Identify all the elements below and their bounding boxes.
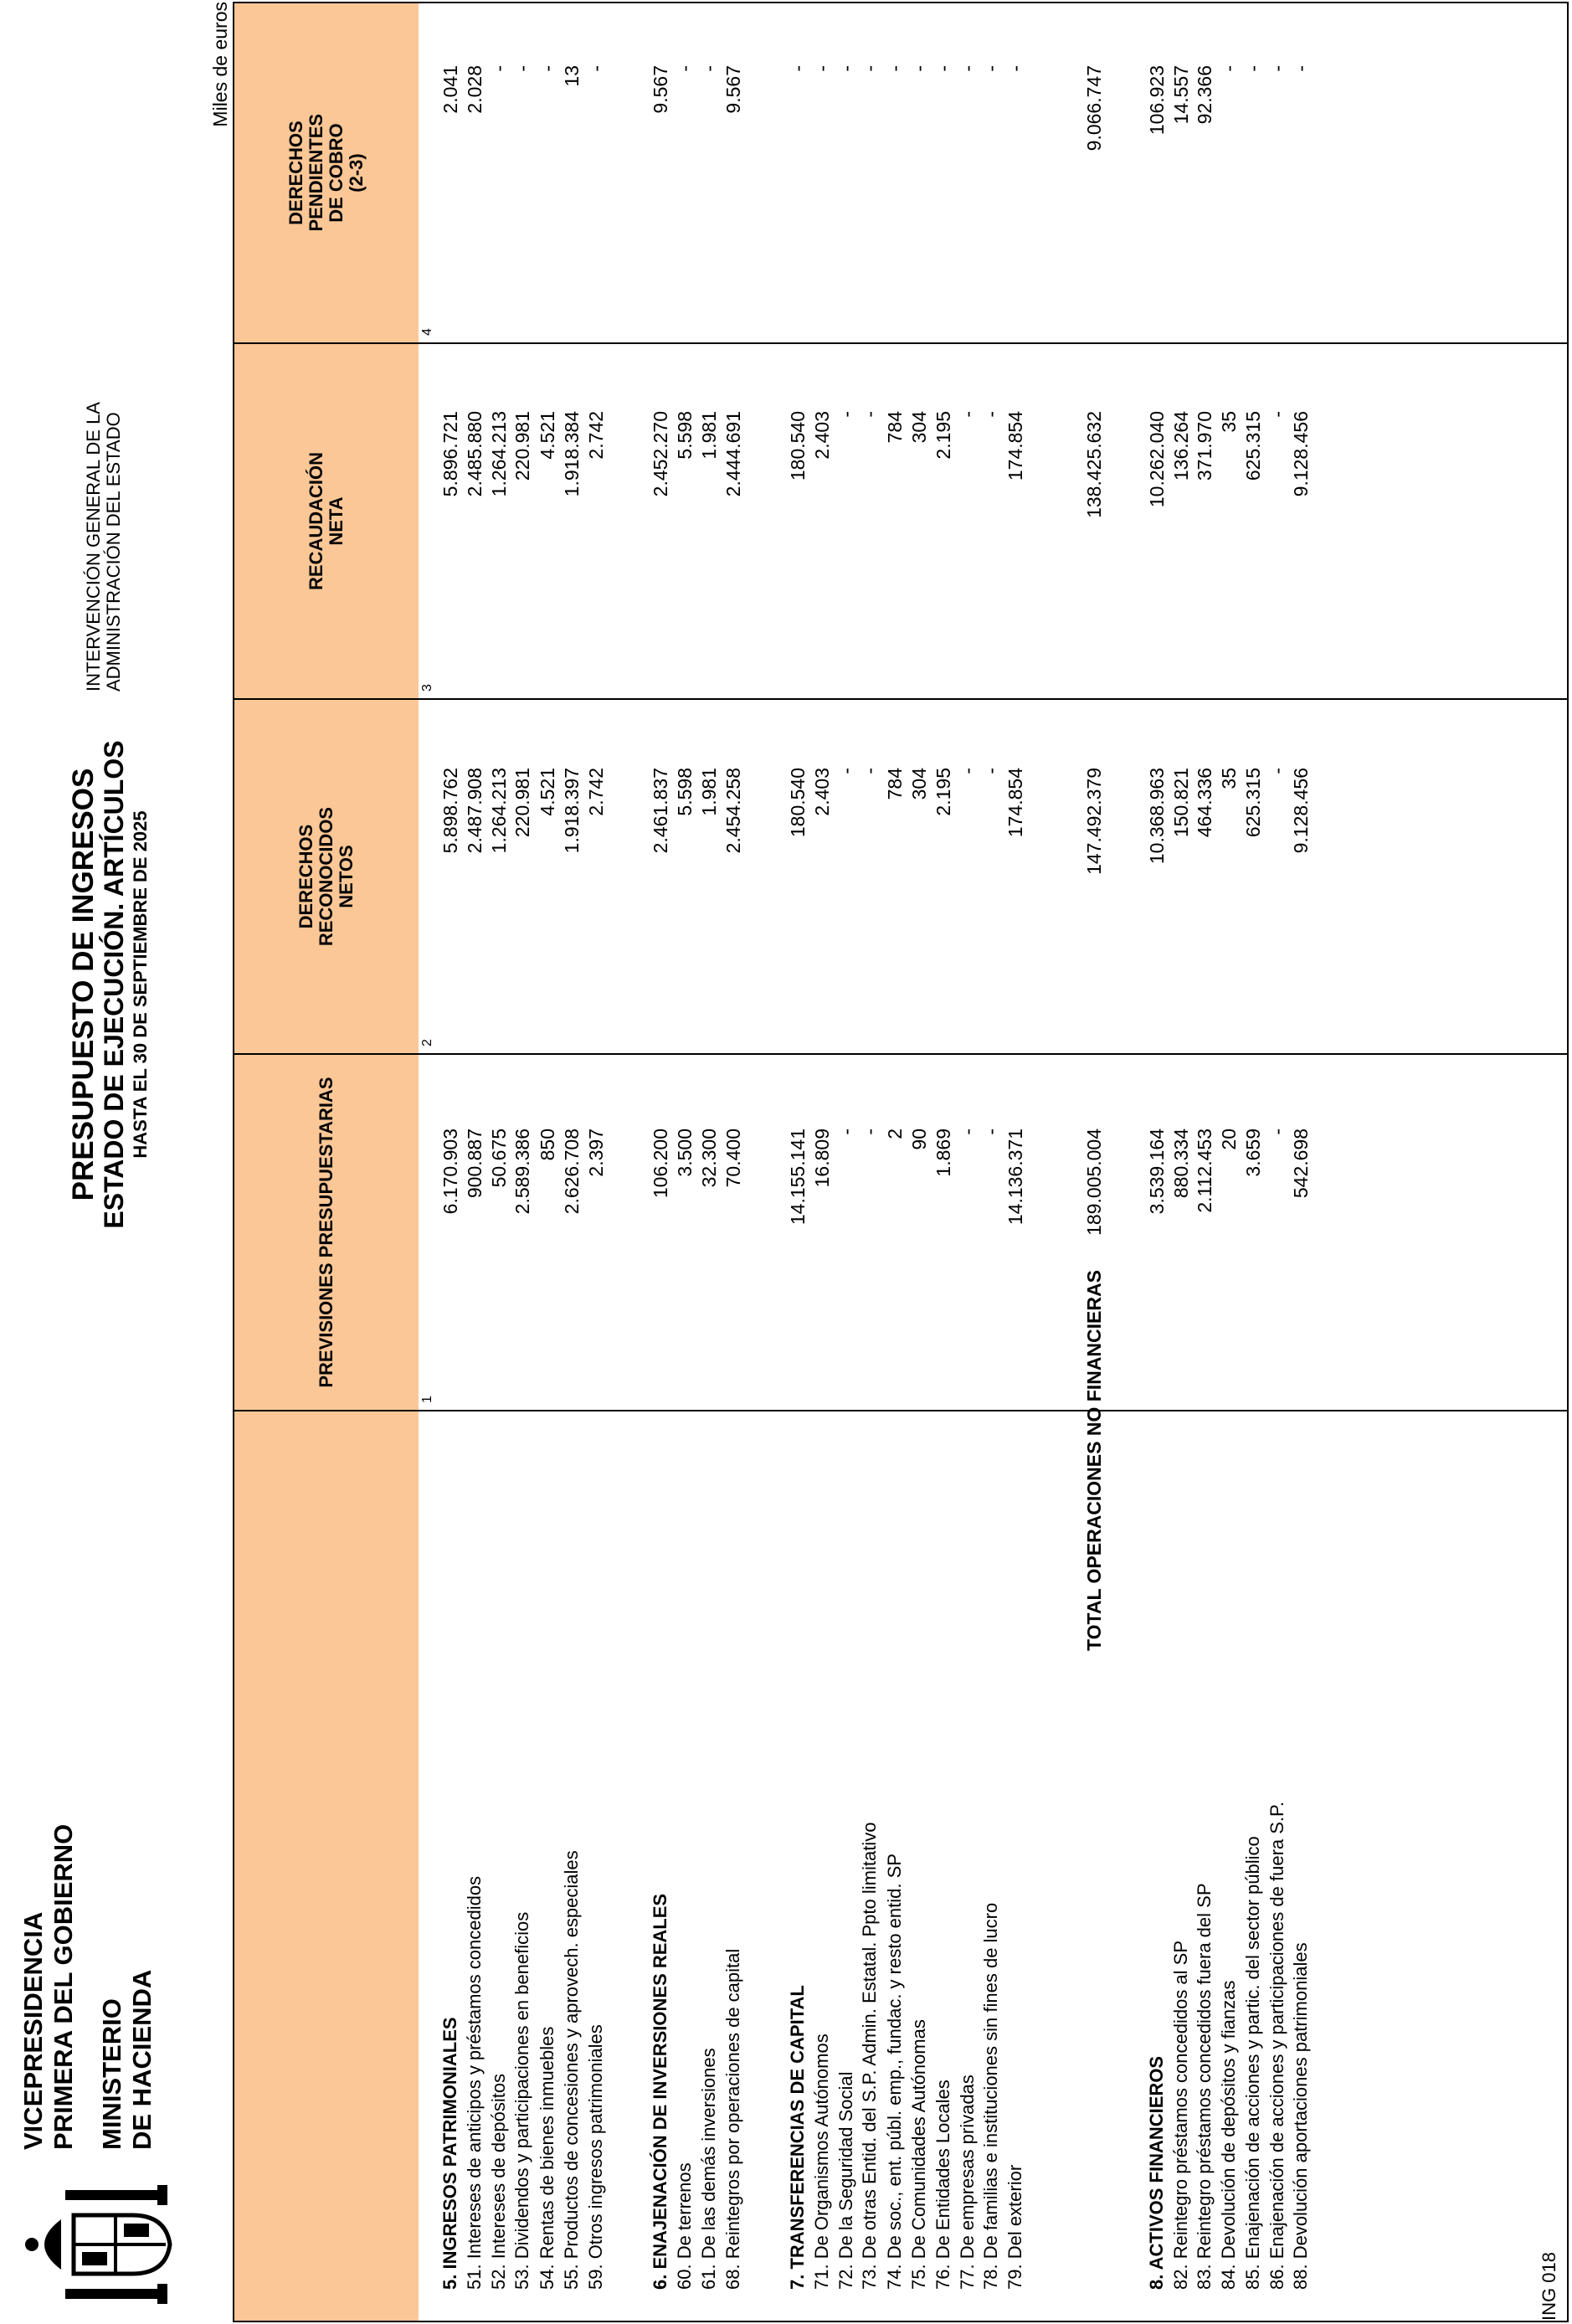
value-cell: - bbox=[810, 65, 833, 72]
value-cell: 220.981 bbox=[511, 411, 534, 481]
value-cell: 2.041 bbox=[439, 65, 461, 114]
row-label: 72. De la Seguridad Social bbox=[835, 2071, 856, 2290]
value-cell: - bbox=[859, 768, 881, 774]
value-cell: 189.005.004 bbox=[1082, 1129, 1105, 1236]
row-label: 85. Enajenación de acciones y partic. del sector público bbox=[1241, 1836, 1263, 2290]
title-2: ESTADO DE EJECUCIÓN. ARTÍCULOS bbox=[99, 740, 129, 1229]
title-1: PRESUPUESTO DE INGRESOS bbox=[67, 768, 100, 1201]
row-label: 75. De Comunidades Autónomas bbox=[908, 2019, 929, 2290]
value-cell: - bbox=[835, 768, 857, 774]
row-label: 52. Intereses de depósitos bbox=[487, 2073, 509, 2290]
value-cell: 2 bbox=[884, 1129, 907, 1139]
value-cell: 50.675 bbox=[487, 1129, 510, 1188]
value-cell: 371.970 bbox=[1194, 411, 1216, 481]
value-cell: 2.742 bbox=[584, 768, 607, 816]
column-header-derechos-reconocidos: DERECHOS RECONOCIDOS NETOS bbox=[234, 698, 419, 1053]
column-header-previsiones: PREVISIONES PRESUPUESTARIAS bbox=[234, 1053, 419, 1410]
value-cell: 1.264.213 bbox=[487, 768, 510, 854]
value-cell: 1.918.397 bbox=[561, 768, 583, 854]
section-row-label: 8. ACTIVOS FINANCIEROS bbox=[1145, 2055, 1167, 2290]
value-cell: 2.487.908 bbox=[463, 768, 485, 854]
row-label: 73. De otras Entid. del S.P. Admin. Estatal. Ppto limitativo bbox=[859, 1822, 881, 2290]
value-cell: 5.898.762 bbox=[439, 768, 461, 854]
value-cell: 9.567 bbox=[722, 65, 744, 114]
value-cell: 5.598 bbox=[674, 768, 696, 816]
value-cell: 9.066.747 bbox=[1082, 65, 1105, 152]
value-cell: 784 bbox=[884, 768, 907, 800]
value-cell: 900.887 bbox=[463, 1129, 485, 1199]
value-cell: - bbox=[980, 768, 1003, 774]
column-number-4: 4 bbox=[420, 328, 434, 336]
value-cell: - bbox=[487, 65, 510, 72]
row-label: 53. Dividendos y participaciones en beneficios bbox=[511, 1911, 533, 2290]
value-cell: 14.557 bbox=[1169, 65, 1192, 125]
value-cell: - bbox=[537, 65, 559, 72]
value-cell: 14.155.141 bbox=[787, 1129, 809, 1226]
value-cell: - bbox=[697, 65, 720, 72]
value-cell: - bbox=[884, 65, 907, 72]
value-cell: 4.521 bbox=[537, 411, 559, 460]
value-cell: 9.128.456 bbox=[1290, 411, 1313, 497]
value-cell: 542.698 bbox=[1290, 1129, 1313, 1199]
value-cell: - bbox=[980, 1129, 1003, 1135]
value-cell: 2.403 bbox=[810, 411, 833, 460]
value-cell: 138.425.632 bbox=[1082, 411, 1105, 518]
value-cell: - bbox=[1266, 65, 1288, 72]
value-cell: - bbox=[908, 65, 930, 72]
value-cell: 2.028 bbox=[463, 65, 485, 114]
column-divider bbox=[419, 1053, 1567, 1055]
subtitle: HASTA EL 30 DE SEPTIEMBRE DE 2025 bbox=[130, 810, 151, 1159]
value-cell: 2.195 bbox=[932, 768, 954, 816]
value-cell: 5.896.721 bbox=[439, 411, 461, 497]
value-cell: - bbox=[859, 1129, 881, 1135]
value-cell: - bbox=[835, 1129, 857, 1135]
value-cell: - bbox=[835, 411, 857, 418]
value-cell: 2.195 bbox=[932, 411, 954, 460]
row-label: 51. Intereses de anticipos y préstamos concedidos bbox=[463, 1875, 485, 2290]
row-label: 71. De Organismos Autónomos bbox=[810, 2034, 832, 2290]
units-label: Miles de euros bbox=[209, 2, 231, 127]
value-cell: 9.567 bbox=[650, 65, 672, 114]
section-row-label: 5. INGRESOS PATRIMONIALES bbox=[439, 2017, 460, 2290]
ig-line-2: ADMINISTRACIÓN DEL ESTADO bbox=[103, 412, 124, 692]
gov-line-1: VICEPRESIDENCIA bbox=[18, 1911, 48, 2150]
value-cell: 106.923 bbox=[1145, 65, 1168, 136]
total-row-label: TOTAL OPERACIONES NO FINANCIERAS bbox=[1082, 1270, 1105, 1651]
column-header-pendientes: DERECHOS PENDIENTES DE COBRO (2-3) bbox=[234, 3, 419, 342]
value-cell: - bbox=[1218, 65, 1240, 72]
value-cell: 2.112.453 bbox=[1194, 1129, 1216, 1213]
value-cell: 5.598 bbox=[674, 411, 696, 460]
value-cell: 3.539.164 bbox=[1145, 1129, 1168, 1215]
value-cell: 35 bbox=[1218, 411, 1240, 433]
value-cell: 13 bbox=[561, 65, 583, 87]
row-label: 76. De Entidades Locales bbox=[932, 2080, 953, 2290]
value-cell: 2.444.691 bbox=[722, 411, 744, 497]
value-cell: 220.981 bbox=[511, 768, 534, 838]
value-cell: 2.461.837 bbox=[650, 768, 672, 854]
value-cell: 2.485.880 bbox=[463, 411, 485, 497]
row-label: 84. Devolución de depósitos y fianzas bbox=[1218, 1980, 1239, 2290]
row-label: 61. De las demás inversiones bbox=[697, 2048, 719, 2290]
value-cell: - bbox=[511, 65, 534, 72]
ministry-line-1: MINISTERIO bbox=[97, 1998, 126, 2150]
value-cell: 90 bbox=[908, 1129, 930, 1150]
value-cell: - bbox=[674, 65, 696, 72]
value-cell: - bbox=[835, 65, 857, 72]
value-cell: 304 bbox=[908, 411, 930, 444]
value-cell: 174.854 bbox=[1004, 768, 1026, 838]
value-cell: 784 bbox=[884, 411, 907, 444]
value-cell: 2.403 bbox=[810, 768, 833, 816]
value-cell: - bbox=[859, 411, 881, 418]
value-cell: 304 bbox=[908, 768, 930, 800]
value-cell: 850 bbox=[537, 1129, 559, 1161]
value-cell: 464.336 bbox=[1194, 768, 1216, 838]
column-number-3: 3 bbox=[420, 684, 434, 692]
value-cell: 6.170.903 bbox=[439, 1129, 461, 1215]
value-cell: 1.264.213 bbox=[487, 411, 510, 497]
row-label: 82. Reintegro préstamos concedidos al SP bbox=[1169, 1940, 1191, 2290]
value-cell: 180.540 bbox=[787, 768, 809, 838]
row-label: 60. De terrenos bbox=[674, 2162, 695, 2290]
value-cell: 3.659 bbox=[1241, 1129, 1264, 1177]
value-cell: 9.128.456 bbox=[1290, 768, 1313, 854]
section-row-label: 6. ENAJENACIÓN DE INVERSIONES REALES bbox=[650, 1893, 671, 2290]
value-cell: 16.809 bbox=[810, 1129, 833, 1188]
row-label: 88. Devolución aportaciones patrimoniales bbox=[1290, 1942, 1312, 2290]
value-cell: - bbox=[956, 411, 979, 418]
value-cell: 32.300 bbox=[697, 1129, 720, 1188]
column-divider bbox=[419, 1410, 1567, 1411]
row-label: 86. Enajenación de acciones y participaciones de fuera S.P. bbox=[1266, 1802, 1287, 2290]
row-label: 79. Del exterior bbox=[1004, 2164, 1025, 2290]
value-cell: 1.981 bbox=[697, 768, 720, 816]
value-cell: - bbox=[932, 65, 954, 72]
value-cell: 174.854 bbox=[1004, 411, 1026, 481]
value-cell: 2.589.386 bbox=[511, 1129, 534, 1215]
row-label: 78. De familias e instituciones sin fines de lucro bbox=[980, 1902, 1002, 2290]
value-cell: - bbox=[980, 65, 1003, 72]
value-cell: 625.315 bbox=[1241, 768, 1264, 838]
value-cell: 147.492.379 bbox=[1082, 768, 1105, 875]
row-label: 55. Productos de concesiones y aprovech. especiales bbox=[561, 1850, 582, 2290]
value-cell: - bbox=[980, 411, 1003, 418]
value-cell: - bbox=[956, 1129, 979, 1135]
value-cell: - bbox=[787, 65, 809, 72]
value-cell: 1.981 bbox=[697, 411, 720, 460]
value-cell: 180.540 bbox=[787, 411, 809, 481]
value-cell: - bbox=[1290, 65, 1313, 72]
value-cell: 625.315 bbox=[1241, 411, 1264, 481]
column-number-1: 1 bbox=[420, 1396, 434, 1403]
value-cell: - bbox=[584, 65, 607, 72]
value-cell: 2.626.708 bbox=[561, 1129, 583, 1215]
row-label: 59. Otros ingresos patrimoniales bbox=[584, 2024, 606, 2290]
column-divider bbox=[419, 698, 1567, 700]
value-cell: 2.454.258 bbox=[722, 768, 744, 854]
footer-code: ING 018 bbox=[1539, 2252, 1559, 2321]
value-cell: 4.521 bbox=[537, 768, 559, 816]
value-cell: - bbox=[859, 65, 881, 72]
execution-table bbox=[233, 2, 1569, 2322]
value-cell: - bbox=[1266, 411, 1288, 418]
value-cell: - bbox=[956, 65, 979, 72]
value-cell: - bbox=[1266, 768, 1288, 774]
row-label: 68. Reintegros por operaciones de capital bbox=[722, 1948, 743, 2290]
value-cell: 2.742 bbox=[584, 411, 607, 460]
value-cell: 106.200 bbox=[650, 1129, 672, 1199]
value-cell: 35 bbox=[1218, 768, 1240, 789]
value-cell: 880.334 bbox=[1169, 1129, 1192, 1199]
value-cell: 70.400 bbox=[722, 1129, 744, 1188]
row-label: 77. De empresas privadas bbox=[956, 2075, 978, 2290]
value-cell: 3.500 bbox=[674, 1129, 696, 1177]
value-cell: - bbox=[1266, 1129, 1288, 1135]
value-cell: 14.136.371 bbox=[1004, 1129, 1026, 1226]
value-cell: 136.264 bbox=[1169, 411, 1192, 481]
row-label: 83. Reintegro préstamos concedidos fuera del SP bbox=[1194, 1883, 1215, 2290]
value-cell: 10.262.040 bbox=[1145, 411, 1168, 508]
column-header-recaudacion: RECAUDACIÓN NETA bbox=[234, 342, 419, 698]
value-cell: 20 bbox=[1218, 1129, 1240, 1150]
column-number-2: 2 bbox=[420, 1039, 434, 1046]
value-cell: - bbox=[1241, 65, 1264, 72]
value-cell: - bbox=[956, 768, 979, 774]
value-cell: 10.368.963 bbox=[1145, 768, 1168, 865]
section-row-label: 7. TRANSFERENCIAS DE CAPITAL bbox=[787, 1985, 808, 2290]
value-cell: - bbox=[1004, 65, 1026, 72]
ministry-line-2: DE HACIENDA bbox=[127, 1969, 157, 2150]
ig-line-1: INTERVENCIÓN GENERAL DE LA bbox=[83, 402, 104, 692]
label-column-header bbox=[234, 1410, 419, 2321]
value-cell: 92.366 bbox=[1194, 65, 1216, 125]
value-cell: 1.918.384 bbox=[561, 411, 583, 497]
column-divider bbox=[419, 342, 1567, 344]
row-label: 54. Rentas de bienes inmuebles bbox=[537, 2026, 558, 2290]
gov-line-2: PRIMERA DEL GOBIERNO bbox=[49, 1823, 78, 2150]
coat-of-arms-logo bbox=[15, 2173, 182, 2316]
value-cell: 150.821 bbox=[1169, 768, 1192, 838]
row-label: 74. De soc., ent. públ. emp., fundac. y resto entid. SP bbox=[884, 1854, 906, 2290]
value-cell: 1.869 bbox=[932, 1129, 954, 1177]
value-cell: 2.452.270 bbox=[650, 411, 672, 497]
value-cell: 2.397 bbox=[584, 1129, 607, 1177]
